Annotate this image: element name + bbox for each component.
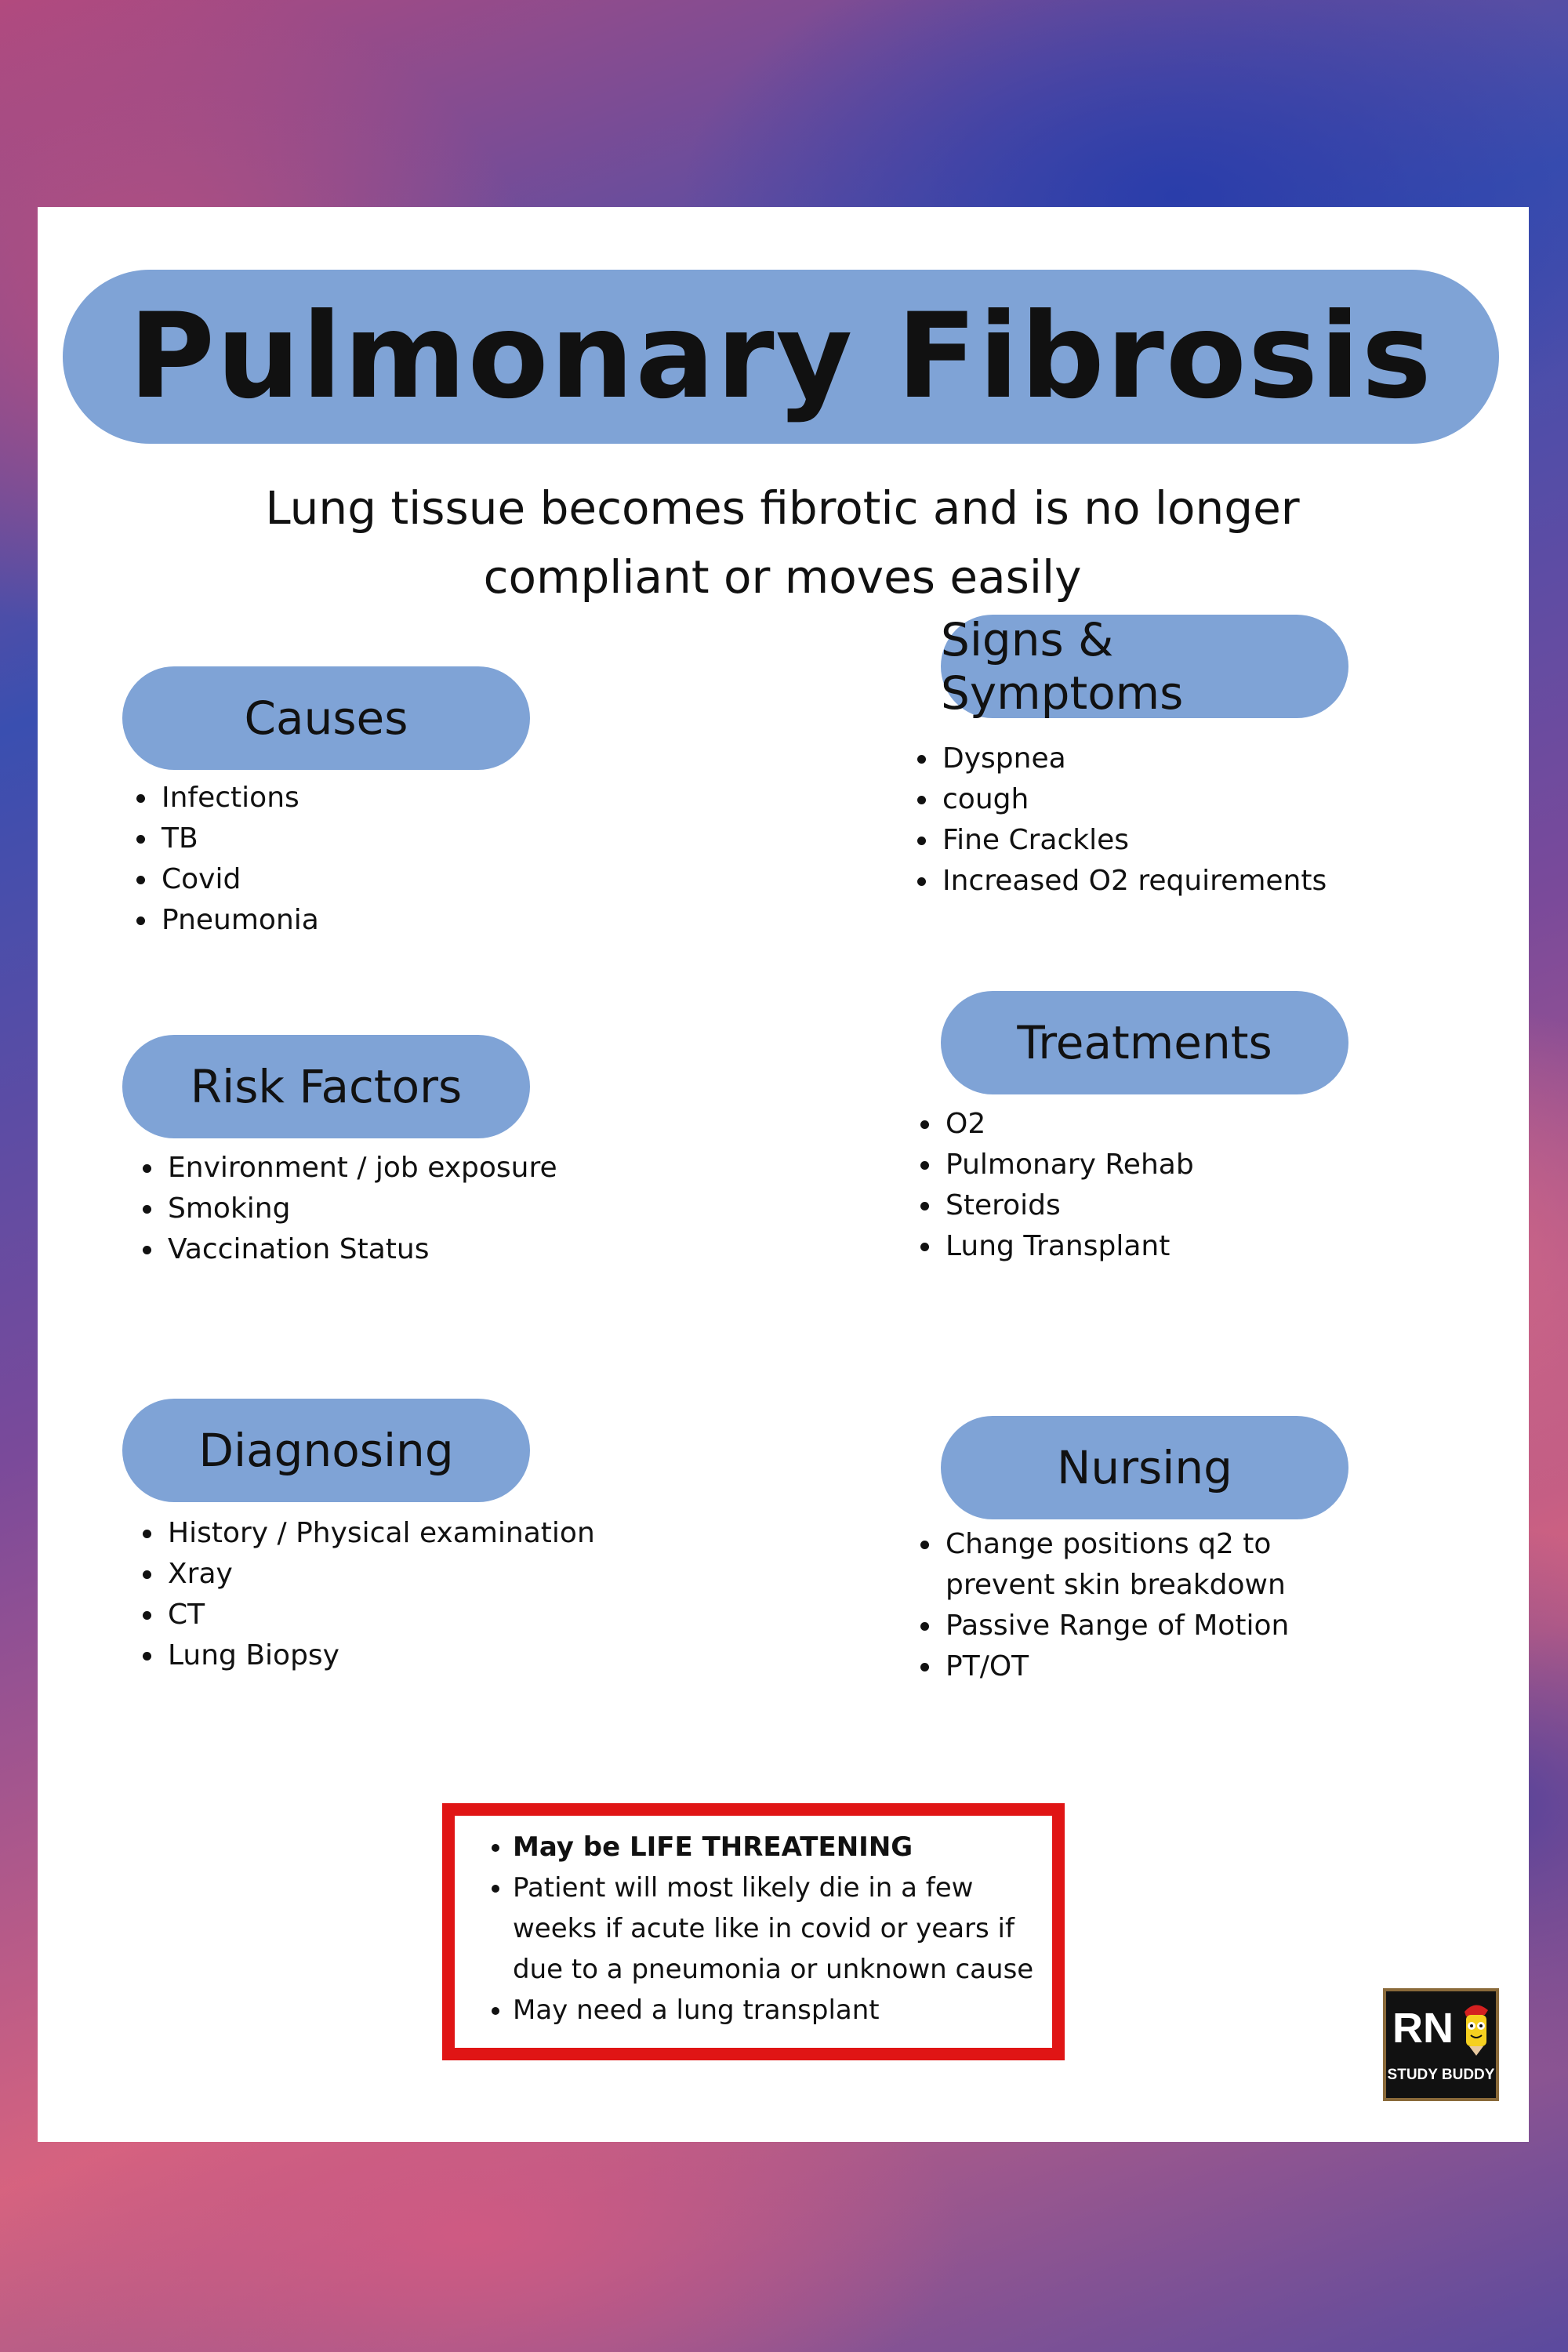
diagnosing-heading: Diagnosing (198, 1424, 454, 1477)
list-item: • Smoking (165, 1189, 557, 1229)
list-item: • Pneumonia (158, 900, 319, 941)
signs-list (903, 739, 1327, 902)
causes-heading-pill (122, 666, 530, 770)
rn-study-buddy-logo (1383, 1988, 1499, 2101)
risk-list (129, 1148, 557, 1270)
warning-item: • May be LIFE THREATENING (513, 1827, 1054, 1867)
signs-heading-pill (941, 615, 1348, 718)
list-item: • History / Physical examination (165, 1513, 595, 1554)
warning-list (477, 1827, 1054, 2031)
treatments-list (906, 1104, 1194, 1267)
warning-item: • May need a lung transplant (513, 1990, 1054, 2031)
warning-item: • Patient will most likely die in a few weeks if acute like in covid or years if due to a pneumonia or unknown cause (513, 1867, 1054, 1990)
list-item: • Pulmonary Rehab (942, 1145, 1194, 1185)
logo-text: RN (1392, 2005, 1454, 2052)
list-item: • Environment / job exposure (165, 1148, 557, 1189)
list-item: • PT/OT (942, 1646, 1319, 1687)
warning-box (442, 1803, 1065, 2060)
infographic-card (38, 207, 1529, 2142)
list-item: • Vaccination Status (165, 1229, 557, 1270)
list-item: • O2 (942, 1104, 1194, 1145)
signs-heading: Signs & Symptoms (941, 613, 1184, 720)
subtitle: Lung tissue becomes fibrotic and is no longer compliant or moves easily (265, 481, 1300, 604)
list-item: • Xray (165, 1554, 595, 1595)
nursing-list (906, 1524, 1319, 1687)
list-item: • cough (939, 779, 1327, 820)
treatments-heading-pill (941, 991, 1348, 1094)
diagnosing-heading-pill (122, 1399, 530, 1502)
list-item: • CT (165, 1595, 595, 1635)
list-item: • Fine Crackles (939, 820, 1327, 861)
list-item: • Lung Biopsy (165, 1635, 595, 1676)
causes-heading: Causes (244, 691, 408, 745)
diagnosing-list (129, 1513, 595, 1676)
pencil-mascot-icon (1458, 2001, 1493, 2056)
title-banner (63, 270, 1499, 444)
causes-list (122, 778, 319, 941)
list-item: • Steroids (942, 1185, 1194, 1226)
nursing-heading-pill (941, 1416, 1348, 1519)
list-item: • TB (158, 818, 319, 859)
risk-heading: Risk Factors (190, 1060, 463, 1113)
list-item: • Increased O2 requirements (939, 861, 1327, 902)
risk-heading-pill (122, 1035, 530, 1138)
logo-subtext: STUDY BUDDY (1387, 2067, 1495, 2083)
list-item: • Infections (158, 778, 319, 818)
page-title: Pulmonary Fibrosis (129, 289, 1433, 425)
list-item: • Dyspnea (939, 739, 1327, 779)
list-item: • Passive Range of Motion (942, 1606, 1319, 1646)
list-item: • Covid (158, 859, 319, 900)
list-item: • Lung Transplant (942, 1226, 1194, 1267)
list-item: • Change positions q2 to prevent skin breakdown (942, 1524, 1319, 1606)
treatments-heading: Treatments (1017, 1016, 1272, 1069)
nursing-heading: Nursing (1057, 1441, 1232, 1494)
